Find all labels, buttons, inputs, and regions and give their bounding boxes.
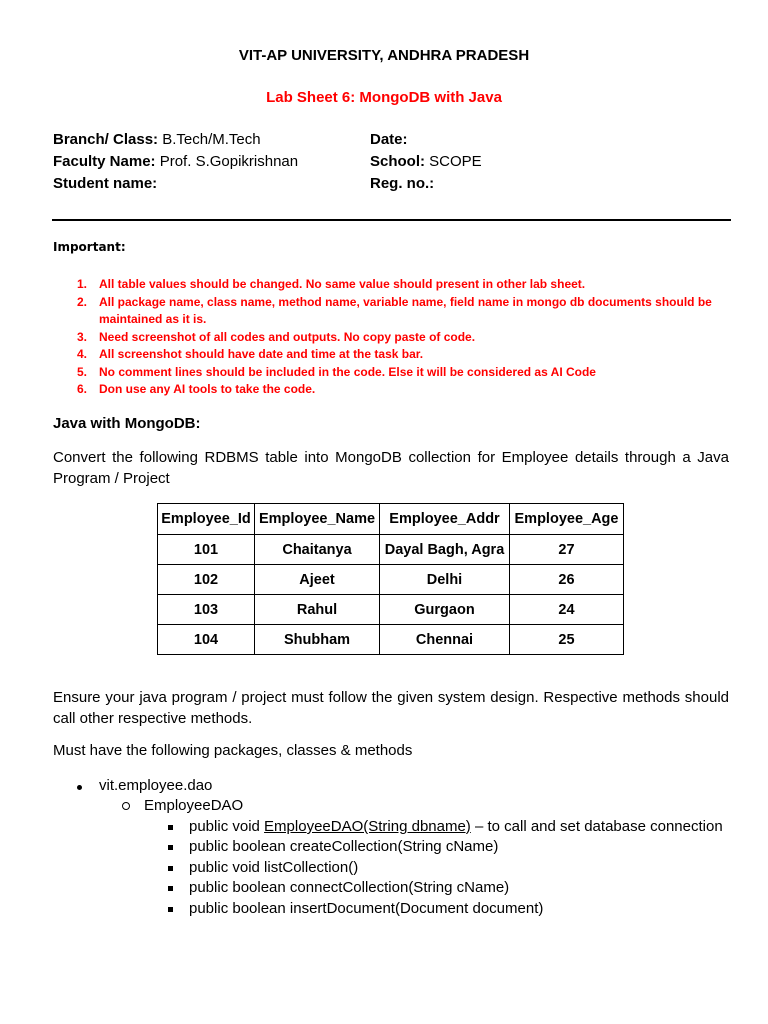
table-cell: 102 — [158, 565, 255, 595]
lab-sheet-title: Lab Sheet 6: MongoDB with Java — [266, 89, 502, 106]
important-item: 1. All table values should be changed. No same value should present in other lab sheet. — [77, 277, 586, 291]
bullet-square-icon — [168, 907, 173, 912]
table-cell: Dayal Bagh, Agra — [380, 535, 510, 565]
table-cell: Delhi — [380, 565, 510, 595]
important-item: 4. All screenshot should have date and time at the task bar. — [77, 347, 424, 361]
important-item: 3. Need screenshot of all codes and outputs. No copy paste of code. — [77, 329, 476, 344]
faculty-value: Prof. S.Gopikrishnan — [159, 153, 299, 170]
table-cell: 101 — [158, 535, 255, 565]
column-header: Employee_Age — [510, 504, 624, 535]
employee-table — [157, 503, 624, 655]
method-item: public boolean connectCollection(String cName) — [189, 879, 510, 896]
table-cell: Ajeet — [255, 565, 380, 595]
table-cell: Gurgaon — [380, 595, 510, 625]
table-row — [158, 595, 624, 625]
intro-paragraph: Convert the following RDBMS table into MongoDB collection for Employee details through a Java Program / Project — [53, 449, 729, 487]
school-line — [370, 153, 482, 170]
table-cell: 27 — [510, 535, 624, 565]
design-paragraph: Ensure your java program / project must follow the given system design. Respective methods should call other respective methods. — [53, 689, 729, 727]
table-cell: 24 — [510, 595, 624, 625]
school-value: SCOPE — [429, 153, 482, 170]
package-name: vit.employee.dao — [99, 777, 213, 794]
student-line — [53, 175, 157, 192]
section-title: Java with MongoDB: — [53, 415, 201, 432]
table-row — [158, 535, 624, 565]
table-cell: Chaitanya — [255, 535, 380, 565]
method-item: public void listCollection() — [189, 859, 359, 876]
bullet-dot-icon — [77, 785, 82, 790]
branch-label: Branch/ Class: — [53, 131, 159, 148]
table-header-row — [158, 504, 624, 535]
branch-line — [53, 131, 261, 148]
method-item: public boolean createCollection(String cName) — [189, 838, 499, 855]
table-cell: Rahul — [255, 595, 380, 625]
important-heading: Important: — [53, 240, 126, 254]
method-item: public boolean insertDocument(Document document) — [189, 900, 544, 917]
university-title: VIT-AP UNIVERSITY, ANDHRA PRADESH — [238, 47, 530, 64]
column-header: Employee_Name — [255, 504, 380, 535]
reg-line — [370, 175, 434, 192]
table-cell: Chennai — [380, 625, 510, 655]
important-item: 5. No comment lines should be included in the code. Else it will be considered as AI Code — [77, 364, 596, 379]
table-cell: Shubham — [255, 625, 380, 655]
faculty-line — [53, 153, 298, 170]
school-label: School: — [370, 153, 425, 170]
date-line — [370, 131, 408, 148]
reg-label: Reg. no.: — [370, 175, 435, 192]
important-item: 2. All package name, class name, method name, variable name, field name in mongo db documents should be maintained as it is. — [77, 294, 712, 326]
header-divider — [52, 219, 731, 221]
bullet-square-icon — [168, 886, 173, 891]
important-list — [53, 276, 733, 399]
bullet-square-icon — [168, 845, 173, 850]
table-cell: 25 — [510, 625, 624, 655]
table-row — [158, 625, 624, 655]
important-item: 6. Don use any AI tools to take the code. — [77, 382, 316, 396]
must-have-paragraph: Must have the following packages, classes & methods — [53, 742, 413, 759]
bullet-square-icon — [168, 825, 173, 830]
student-label: Student name: — [53, 175, 158, 192]
table-cell: 103 — [158, 595, 255, 625]
branch-value: B.Tech/M.Tech — [162, 131, 261, 148]
class-name: EmployeeDAO — [144, 797, 244, 814]
bullet-square-icon — [168, 866, 173, 871]
column-header: Employee_Id — [158, 504, 255, 535]
column-header: Employee_Addr — [380, 504, 510, 535]
faculty-label: Faculty Name: — [53, 153, 156, 170]
table-row — [158, 565, 624, 595]
table-cell: 104 — [158, 625, 255, 655]
table-cell: 26 — [510, 565, 624, 595]
bullet-circle-icon — [122, 802, 130, 810]
date-label: Date: — [370, 131, 408, 148]
method-item: public void EmployeeDAO(String dbname) – to call and set database connection — [189, 818, 723, 835]
